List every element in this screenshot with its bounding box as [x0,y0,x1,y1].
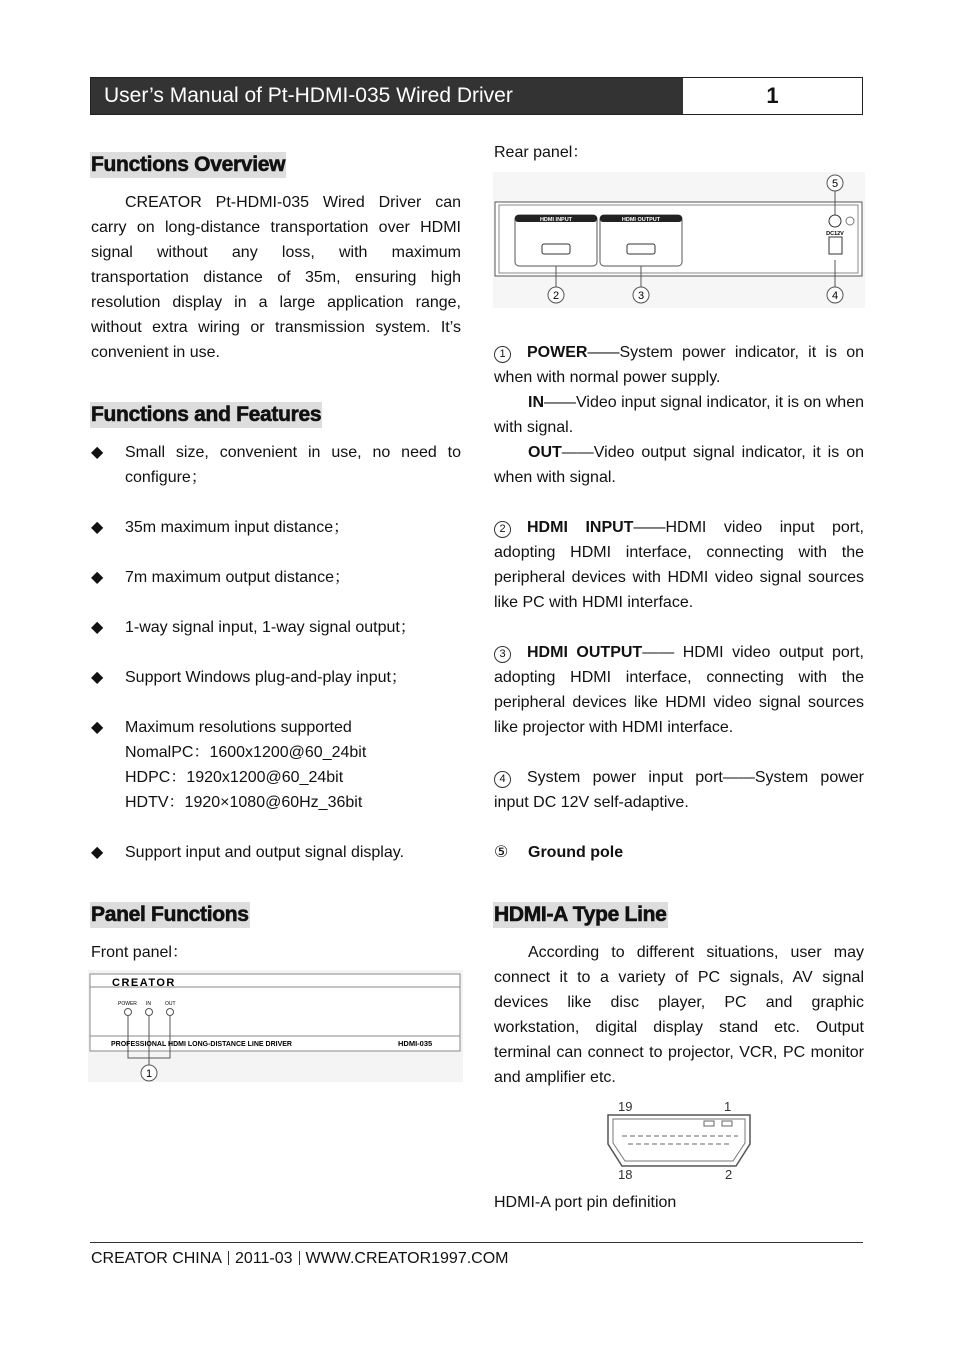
resolution: NomalPC：1600x1200@60_24bit [125,744,367,761]
descriptions [494,340,864,865]
feature-item [91,565,461,590]
diamond-bullet-icon: ◆ [91,444,104,461]
pin-18: 18 [618,1167,633,1182]
desc-text: ——Video output signal indicator, it is on when with signal. [494,444,864,486]
feature-text: Support input and output signal display. [125,844,405,861]
desc-ground [494,840,864,865]
overview-text: CREATOR Pt-HDMI-035 Wired Driver can carry on long-distance transportation over HDMI signal without any loss, with maximum transportation distance of 35m, ensuring high resolution display in a large application range, without extra wiring or transmission system. It’s convenient in use. [91,194,461,361]
front-panel-diagram [88,970,463,1082]
footer-url: WWW.CREATOR1997.COM [305,1250,509,1267]
desc-hdmi-input [494,515,864,615]
hdmi-caption: HDMI-A port pin definition [494,1194,677,1211]
desc-term: HDMI INPUT [527,519,634,536]
desc-text: ——System power indicator, it is on when with normal power supply. [494,344,864,386]
hdmi-text: According to different situations, user may connect it to a variety of PC signals, AV signal devices like disc player, PC and graphic workstation, digital display stand etc. Output terminal can connect to projector, VCR, PC monitor and amplifier etc. [494,944,864,1086]
desc-text: System power input port——System power input DC 12V self-adaptive. [494,769,864,811]
feature-item [91,715,461,815]
pin-2: 2 [725,1167,733,1182]
footer-divider [90,1242,863,1243]
desc-hdmi-output [494,640,864,740]
front-model: HDMI-035 [398,1039,433,1048]
diamond-bullet-icon: ◆ [91,669,104,686]
desc-text: ——Video input signal indicator, it is on when with signal. [494,394,864,436]
diamond-bullet-icon: ◆ [91,519,104,536]
callout-3: 3 [637,290,645,302]
callout-2: 2 [552,290,560,302]
feature-text: 1-way signal input, 1-way signal output； [125,619,416,636]
desc-text: —— HDMI video output port, adopting HDMI interface, connecting with the peripheral devices like HDMI video signal sources like projector with HDMI interface. [494,644,864,736]
feature-text: Support Windows plug-and-play input； [125,669,407,686]
callout-4: 4 [831,290,839,302]
resolution: HDPC：1920x1200@60_24bit [125,769,344,786]
desc-term: HDMI OUTPUT [527,644,643,661]
resolution: HDTV：1920×1080@60Hz_36bit [125,794,363,811]
led-label-power: POWER [118,1001,137,1007]
front-panel-label: Front panel： [91,944,188,961]
rear-panel-diagram [493,172,865,308]
hdmi-pin-diagram [600,1098,760,1184]
desc-term: POWER [527,344,588,361]
diamond-bullet-icon: ◆ [91,569,104,586]
dc-label: DC12V [826,231,844,237]
heading-hdmi-a-type-line: HDMI-A Type Line [494,903,667,926]
diamond-bullet-icon: ◆ [91,719,104,736]
footer-company: CREATOR CHINA [91,1250,222,1267]
pin-1: 1 [724,1099,732,1114]
heading-panel-functions: Panel Functions [91,903,249,926]
feature-text: 7m maximum output distance； [125,569,350,586]
feature-text: Small size, convenient in use, no need to configure； [125,444,461,486]
desc-term: OUT [528,444,562,461]
feature-item [91,615,461,640]
desc-text: ——HDMI video input port, adopting HDMI interface, connecting with the peripheral devices with HDMI video signal sources like PC with HDMI interface. [494,519,864,611]
callout-5: 5 [831,178,839,190]
diamond-bullet-icon: ◆ [91,619,104,636]
resolution-heading: Maximum resolutions supported [125,719,352,736]
feature-text [125,715,461,815]
pin-19: 19 [618,1099,633,1114]
desc-power-input [494,765,864,815]
callout-number: 4 [494,771,511,788]
port-label-input: HDMI INPUT [539,217,573,223]
callout-number: 3 [494,646,511,663]
heading-functions-features: Functions and Features [91,403,322,426]
desc-term: IN [528,394,544,411]
page-number: 1 [766,83,779,108]
port-label-output: HDMI OUTPUT [621,217,661,223]
footer [91,1250,509,1268]
heading-functions-overview: Functions Overview [91,153,286,176]
front-description: PROFESSIONAL HDMI LONG-DISTANCE LINE DRIVER [111,1041,292,1048]
header-title: User’s Manual of Pt-HDMI-035 Wired Driver [91,78,683,114]
callout-number: 2 [494,521,511,538]
feature-text: 35m maximum input distance； [125,519,350,536]
desc-term: Ground pole [528,844,624,861]
feature-list [91,440,461,865]
led-label-in: IN [146,1001,151,1007]
desc-power [494,340,864,390]
callout-number: ⑤ [494,844,509,861]
desc-out [494,440,864,490]
desc-in [494,390,864,440]
led-label-out: OUT [165,1001,176,1007]
page-header [90,77,863,115]
callout-1: 1 [145,1068,153,1080]
diamond-bullet-icon: ◆ [91,844,104,861]
feature-item [91,665,461,690]
hdmi-connector-icon [608,1115,750,1166]
feature-item [91,515,461,540]
feature-item [91,440,461,490]
feature-item [91,840,461,865]
callout-number: 1 [494,346,511,363]
rear-panel-label: Rear panel： [494,144,589,161]
front-brand: CREATOR [112,977,176,989]
footer-date: 2011-03 [234,1250,293,1267]
